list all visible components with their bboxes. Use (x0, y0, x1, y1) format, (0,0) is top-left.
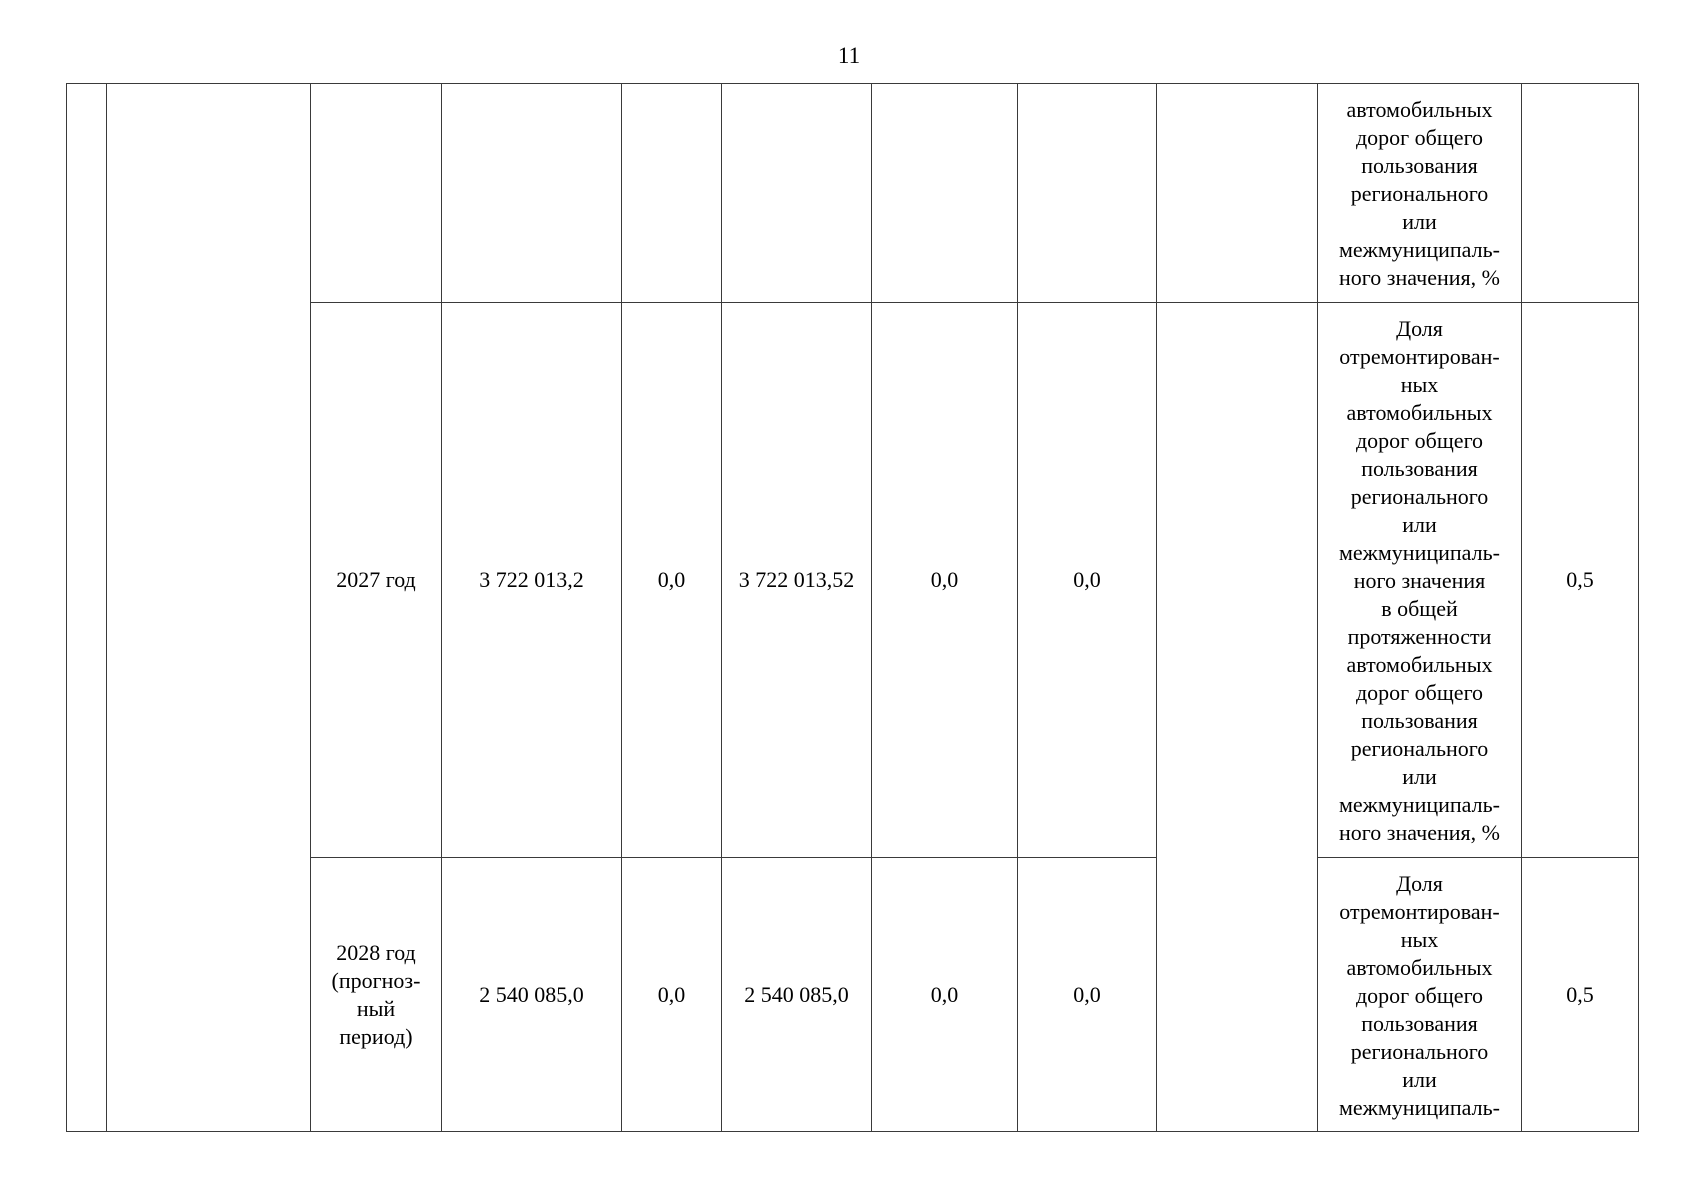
text-line: или (1402, 764, 1437, 789)
text-line: Доля (1396, 871, 1443, 896)
local-budget-cell (872, 84, 1018, 303)
text-line: ного значения, % (1339, 265, 1500, 290)
extrabudgetary-cell: 0,0 (1018, 858, 1157, 1132)
text-line: межмуниципаль- (1339, 1095, 1500, 1120)
period-cell (311, 858, 442, 1132)
federal-budget-cell (622, 84, 722, 303)
text-line: межмуниципаль- (1339, 540, 1500, 565)
text-line: ного значения (1353, 568, 1486, 593)
indicator-value-cell: 0,5 (1522, 858, 1639, 1132)
text-line: межмуниципаль- (1339, 792, 1500, 817)
text-line: дорог общего (1355, 983, 1484, 1008)
text-line: ных (1400, 927, 1439, 952)
text-line: (прогноз- (331, 967, 421, 993)
text-line: регионального (1350, 736, 1489, 761)
total-cell: 2 540 085,0 (442, 858, 622, 1132)
text-line: пользования (1361, 456, 1478, 481)
total-cell: 3 722 013,2 (442, 303, 622, 858)
indicator-name-cell (1318, 84, 1522, 303)
text-line: автомобильных (1346, 400, 1493, 425)
text-line: ный (356, 995, 396, 1021)
federal-budget-cell: 0,0 (622, 858, 722, 1132)
text-line: регионального (1350, 1039, 1489, 1064)
period-cell (311, 84, 442, 303)
text-line: автомобильных (1346, 97, 1493, 122)
text-line: пользования (1361, 153, 1478, 178)
indicator-name-cell (1318, 303, 1522, 858)
federal-budget-cell: 0,0 (622, 303, 722, 858)
local-budget-cell: 0,0 (872, 858, 1018, 1132)
text-line: ного значения, % (1339, 820, 1500, 845)
measure-name-cell (107, 84, 311, 1132)
text-line: автомобильных (1346, 955, 1493, 980)
text-line: дорог общего (1355, 428, 1484, 453)
number-cell (67, 84, 107, 1132)
text-line: пользования (1361, 708, 1478, 733)
text-line: 2027 год (336, 567, 416, 592)
text-line: ных (1400, 372, 1439, 397)
text-line: отремонтирован- (1339, 344, 1500, 369)
text-line: дорог общего (1355, 680, 1484, 705)
indicator-name-cell (1318, 858, 1522, 1132)
text-line: регионального (1350, 484, 1489, 509)
period-cell (311, 303, 442, 858)
text-line: 2028 год (336, 939, 416, 965)
text-line: дорог общего (1355, 125, 1484, 150)
regional-budget-cell: 2 540 085,0 (722, 858, 872, 1132)
program-financing-table (66, 83, 1639, 1132)
executor-cell (1157, 84, 1318, 303)
regional-budget-cell: 3 722 013,52 (722, 303, 872, 858)
extrabudgetary-cell: 0,0 (1018, 303, 1157, 858)
total-cell (442, 84, 622, 303)
text-line: или (1402, 209, 1437, 234)
text-line: автомобильных (1346, 652, 1493, 677)
text-line: регионального (1350, 181, 1489, 206)
text-line: межмуниципаль- (1339, 237, 1500, 262)
text-line: пользования (1361, 1011, 1478, 1036)
indicator-value-cell: 0,5 (1522, 303, 1639, 858)
page-number: 11 (837, 43, 861, 68)
text-line: в общей (1381, 596, 1458, 621)
text-line: протяженности (1347, 624, 1492, 649)
text-line: или (1402, 512, 1437, 537)
text-line: отремонтирован- (1339, 899, 1500, 924)
text-line: Доля (1396, 316, 1443, 341)
text-line: или (1402, 1067, 1437, 1092)
executor-cell (1157, 303, 1318, 1132)
local-budget-cell: 0,0 (872, 303, 1018, 858)
regional-budget-cell (722, 84, 872, 303)
indicator-value-cell (1522, 84, 1639, 303)
table-row (67, 84, 1639, 303)
extrabudgetary-cell (1018, 84, 1157, 303)
text-line: период) (339, 1023, 413, 1049)
